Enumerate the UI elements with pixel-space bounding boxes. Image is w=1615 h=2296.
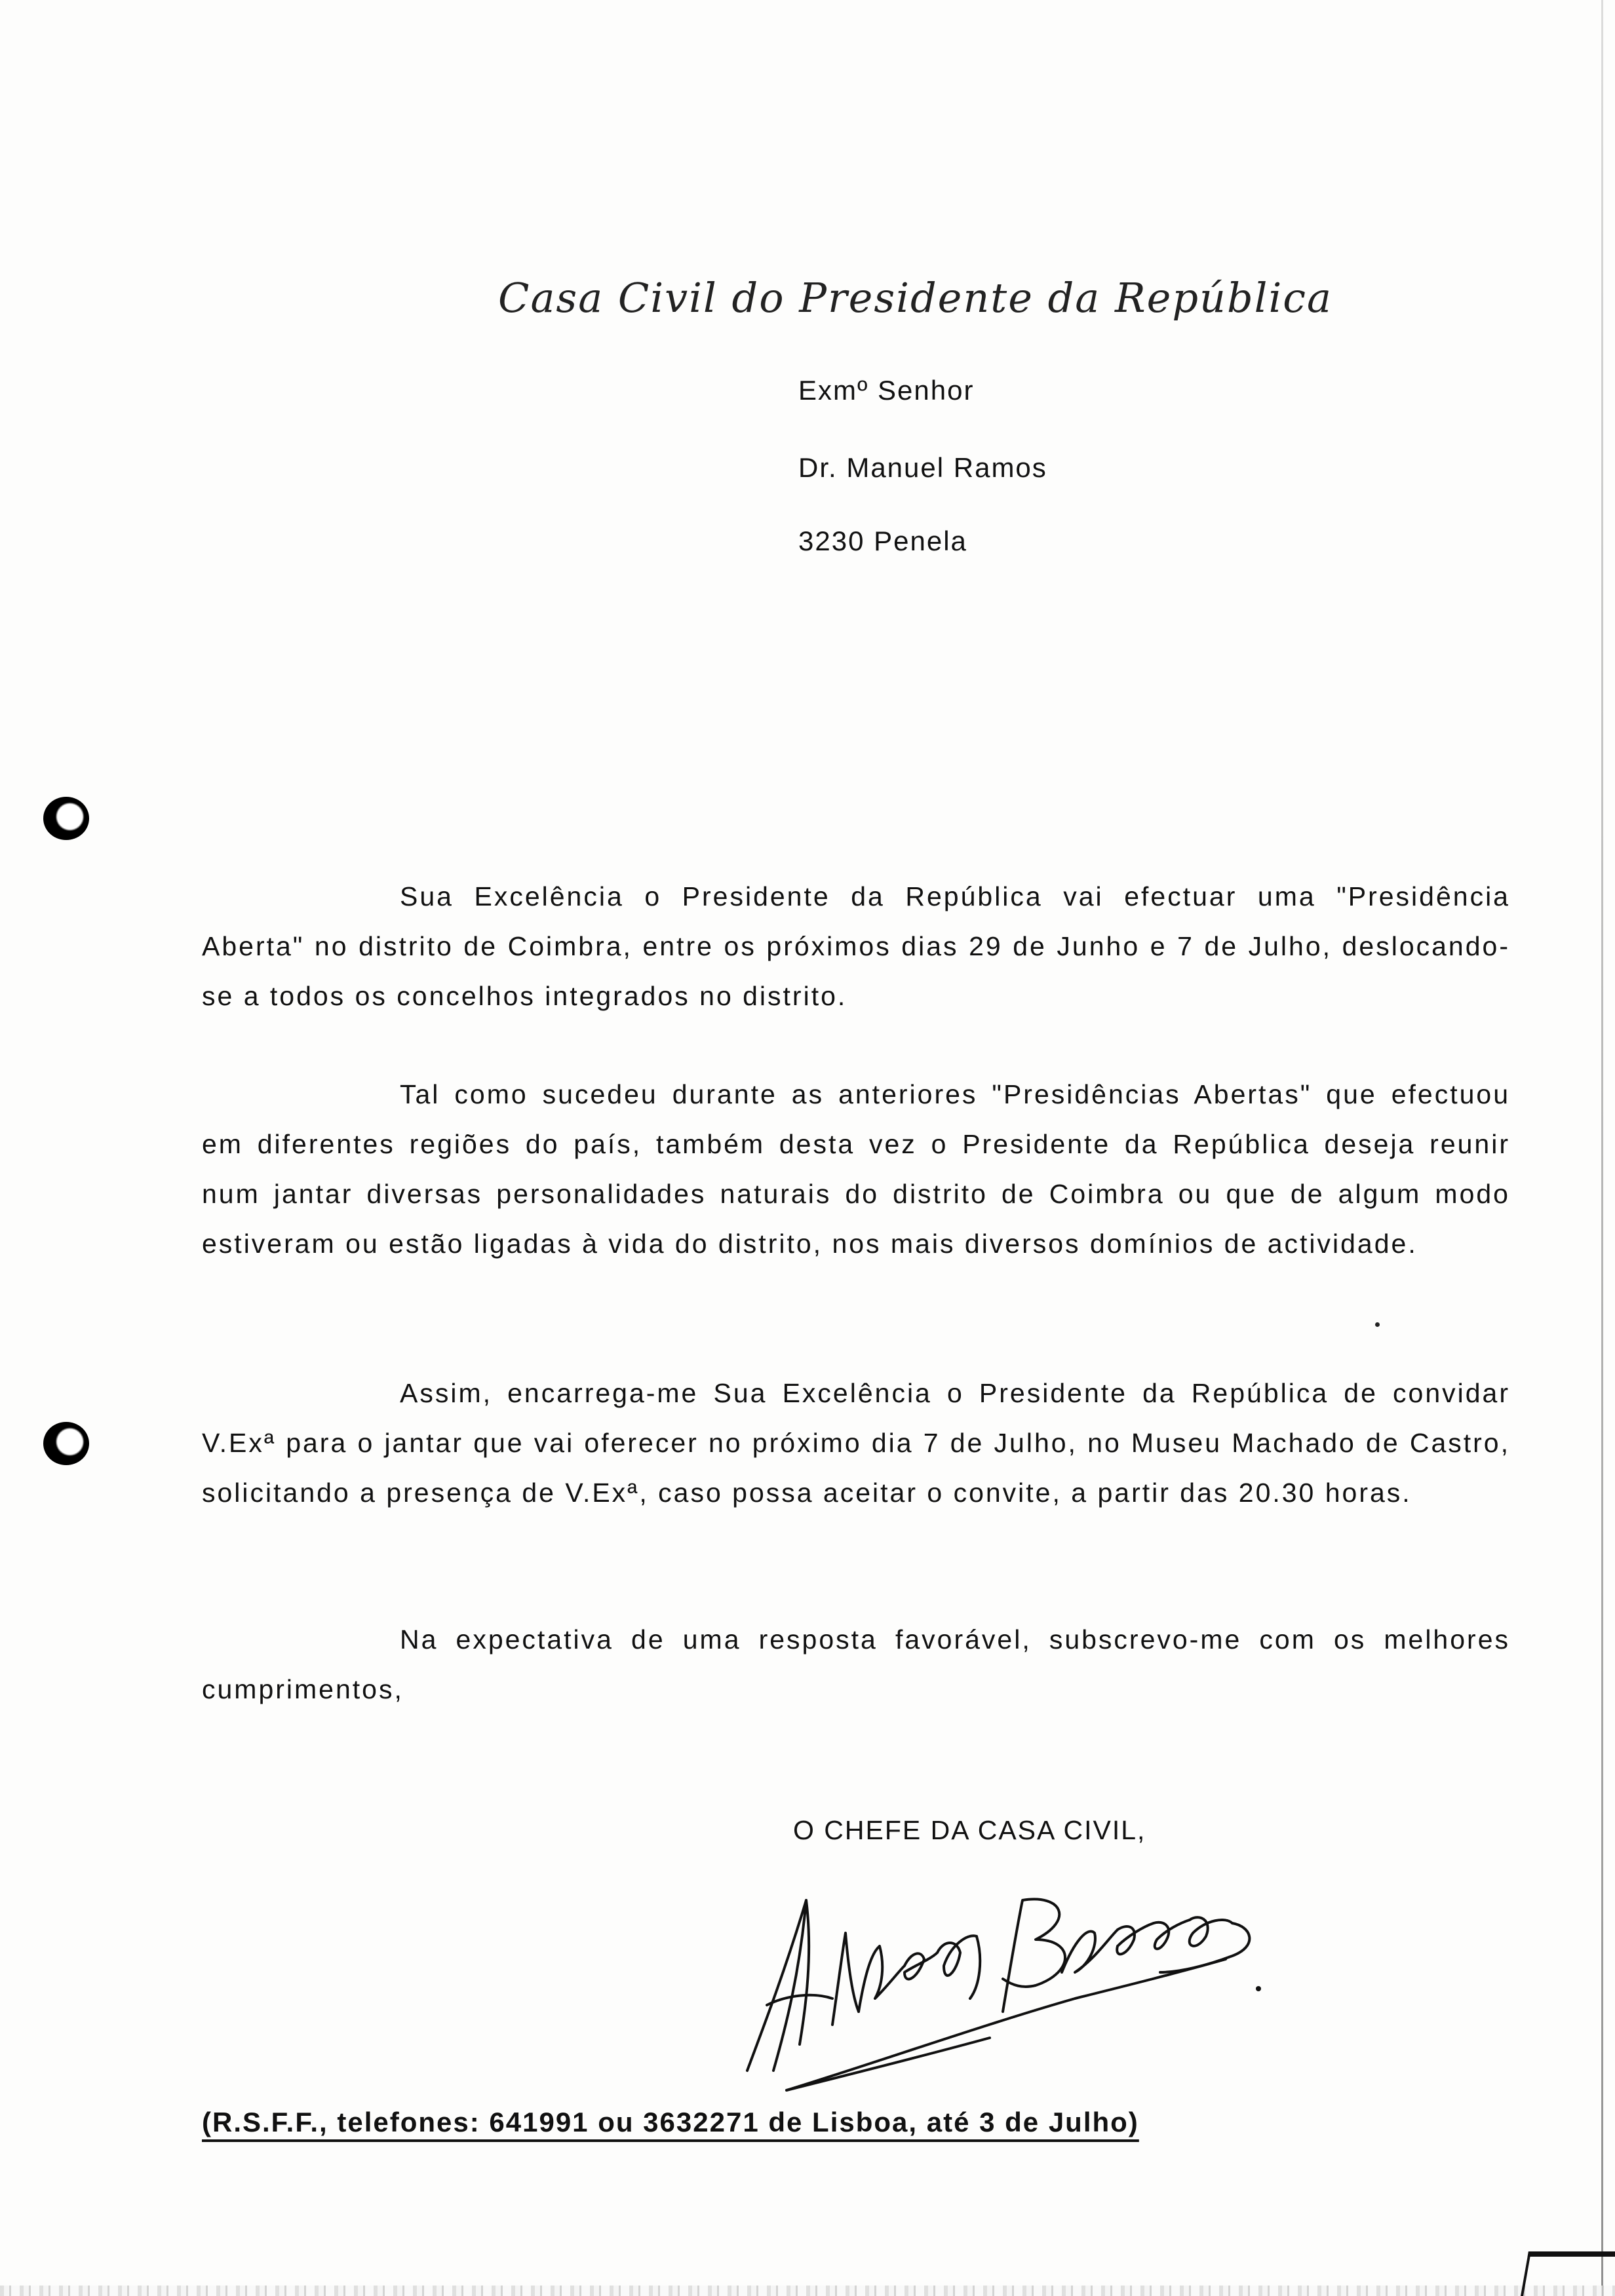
scan-edge-right [1601, 0, 1603, 2296]
closing-title: O CHEFE DA CASA CIVIL, [793, 1815, 1146, 1845]
punch-hole-top [43, 797, 89, 840]
letterhead: Casa Civil do Presidente da República [498, 274, 1333, 322]
paragraph-3: Assim, encarrega-me Sua Excelência o Presidente da República de convidar V.Exª para o jantar que vai oferecer no próximo dia 7 de Julho, no Museu Machado de Castro, solicitando a presença de V.Exª, caso possa aceitar o convite, a partir das 20.30 horas. [202, 1378, 1510, 1508]
paragraph-1: Sua Excelência o Presidente da República vai efectuar uma "Presidência Aberta" no distrito de Coimbra, entre os próximos dias 29 de Junho e 7 de Julho, deslocando-se a todos os concelhos integrados no distrito. [202, 881, 1510, 1011]
scan-corner [1521, 2251, 1615, 2296]
addressee-salutation: Exmº Senhor [798, 375, 975, 406]
punch-hole-bottom [43, 1422, 89, 1465]
footer-note: (R.S.F.F., telefones: 641991 ou 3632271 de Lisboa, até 3 de Julho) [202, 2107, 1139, 2137]
stray-mark [1375, 1322, 1380, 1327]
paragraph-4: Na expectativa de uma resposta favorável, subscrevo-me com os melhores cumprimentos, [202, 1624, 1510, 1704]
handwritten-signature [708, 1874, 1285, 2123]
addressee-name: Dr. Manuel Ramos [798, 452, 1047, 483]
paragraph-2: Tal como sucedeu durante as anteriores "Presidências Abertas" que efectuou em diferentes regiões do país, também desta vez o Presidente da República deseja reunir num jantar diversas personalidades naturais do distrito de Coimbra ou que de algum modo estiveram ou estão ligadas à vida do distrito, nos mais diversos domínios de actividade. [202, 1079, 1510, 1259]
scan-edge-bottom [0, 2286, 1615, 2296]
addressee-locality: 3230 Penela [798, 526, 967, 556]
